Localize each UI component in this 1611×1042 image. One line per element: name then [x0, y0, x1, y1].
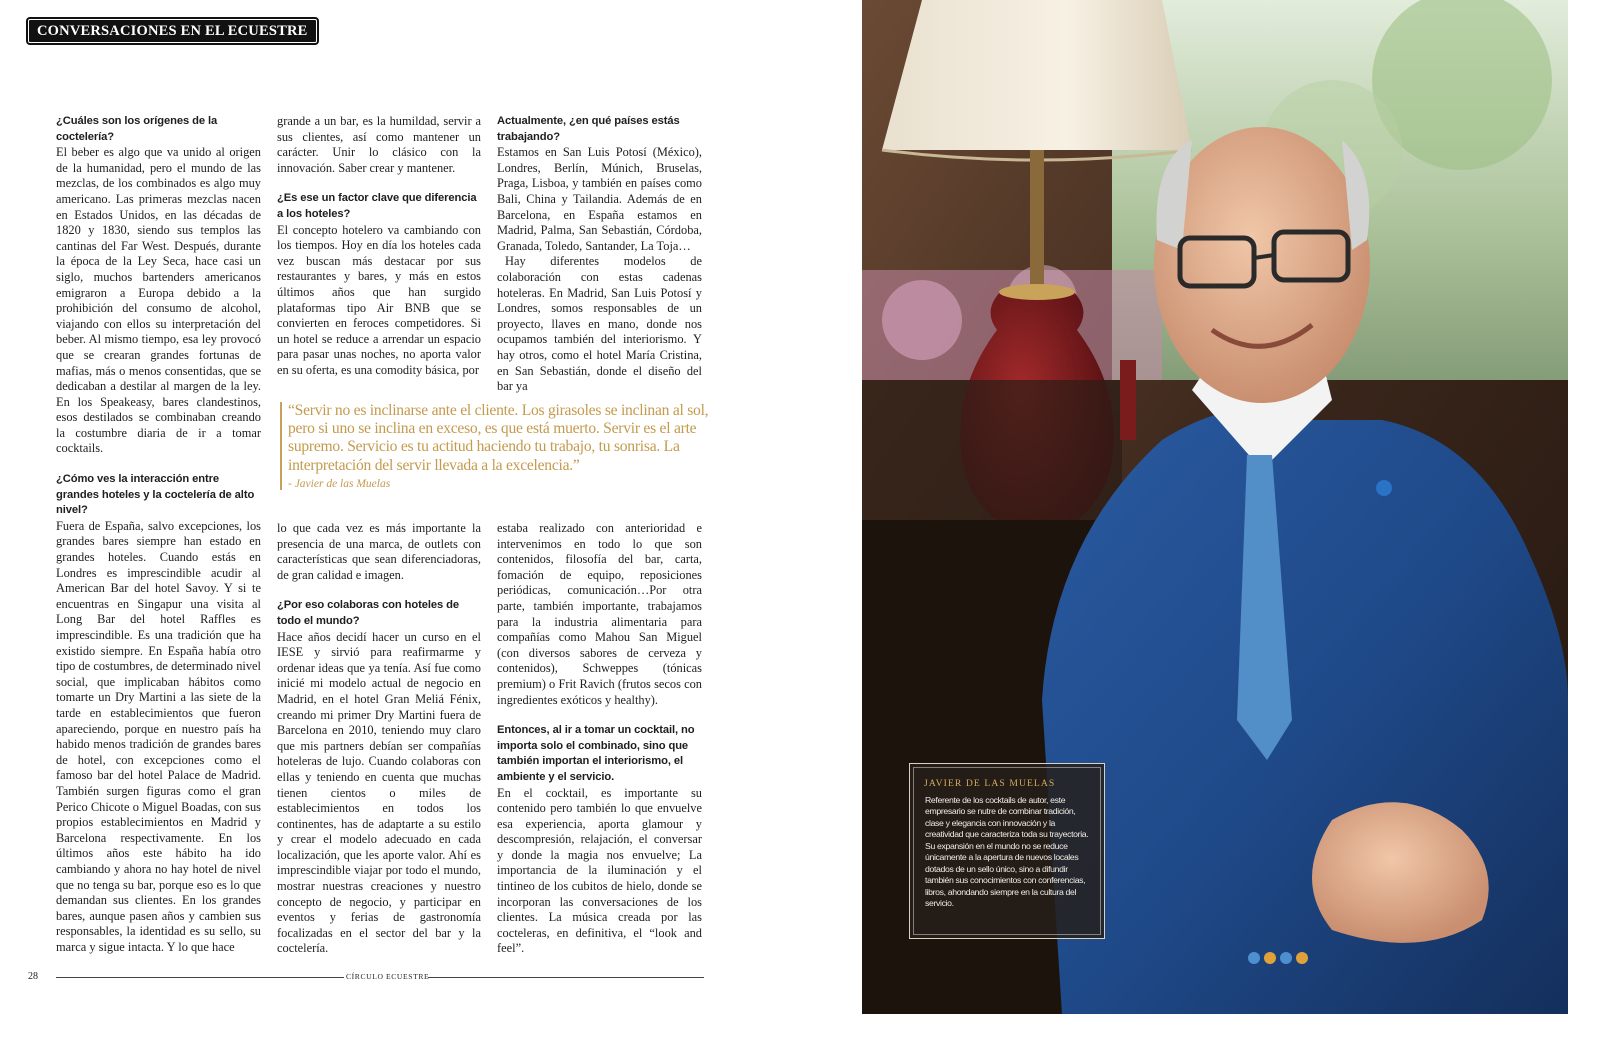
column-3-top	[497, 114, 702, 395]
answer-key-factor: El concepto hotelero va cambiando con los tiempos. Hoy en día los hoteles cada vez buscan más destacar por sus restaurantes y bares, y más en estos últimos años que han surgido plataformas tipo Air BNB que se convierten en feroces competidores. Si un hotel se reduce a arrendar un espacio para pasar unas noches, no aporta valor en su oferta, es una comodity básica, por	[277, 222, 481, 377]
column-2-top	[277, 114, 481, 379]
pull-quote-text: “Servir no es inclinarse ante el cliente. Los girasoles se inclinan al sol, pero si uno se inclina en exceso, es que está muerto. Servir es el arte supremo. Servicio es tu actitud haciendo tu trabajo, tu sonrisa. La interpretación del servir llevada a la excelencia.”	[288, 402, 709, 474]
answer-hotels-interaction: Fuera de España, salvo excepciones, los grandes bares siempre han estado en grandes hoteles. Cuando estás en Londres es imprescindible acudir al American Bar del hotel Savoy. Y si te encuentras en Singapur una visita al Long Bar del hotel Raffles es imprescindible. Es una tradición que ha existido siempre. En España había otro tipo de costumbres, de determinado nivel social, que implicaban hábitos como tomarte un Dry Martini a las siete de la tarde en establecimientos que fueron apareciendo, porque en nuestro país ha habido menos tradición de grandes bares de hotel, con excepciones como el famoso bar del hotel Palace de Madrid. También surgen figuras como el gran Perico Chicote o Miguel Boadas, con sus propios establecimientos en Madrid y Barcelona respectivamente. En los últimos años este hábito ha ido cambiando y ahora no hay hotel de nivel que no tenga su bar, porque eso es lo que demandan sus clientes. En los grandes bares, aunque pasen años y cambien sus responsables, la identidad es su sello, su marca y sigue intacta. Y lo que hace	[56, 518, 261, 954]
footer-rule-right	[428, 977, 704, 978]
question-key-factor: ¿Es ese un factor clave que diferencia a los hoteles?	[277, 192, 477, 220]
caption-box	[909, 763, 1105, 939]
pull-quote	[280, 402, 722, 490]
question-hotels-interaction: ¿Cómo ves la interacción entre grandes hoteles y la coctelería de alto nivel?	[56, 473, 255, 517]
question-collaborations: ¿Por eso colaboras con hoteles de todo el mundo?	[277, 599, 459, 627]
caption-name: JAVIER DE LAS MUELAS	[924, 778, 1056, 789]
answer-experience: En el cocktail, es importante su contenido pero también lo que envuelve esa experiencia, aporta glamour y descompresión, relajación, el conversar y donde la magia nos envuelve; La importancia de la iluminación y el tintineo de los cubitos de hielo, donde se incorporan las conversaciones de los clientes. La música creada por las cocteleras, en definitiva, el “look and feel”.	[497, 785, 702, 956]
column-1	[56, 114, 261, 955]
section-header: CONVERSACIONES EN EL ECUESTRE	[28, 19, 317, 43]
answer-collaboration-models: Hay diferentes modelos de colaboración con estas cadenas hoteleras. En Madrid, San Luis Potosí y Londres, somos responsables de un proyecto, llaves en mano, donde nos ocupamos también del interiorismo. Y hay otros, como el hotel María Cristina, en San Sebastián, donde el diseño del bar ya	[497, 254, 702, 394]
answer-collaborations: Hace años decidí hacer un curso en el IESE y sirvió para reafirmarme y ordenar ideas que ya tenía. Así fue como inicié mi modelo actual de negocio en Madrid, en el hotel Gran Meliá Fénix, creando mi primer Dry Martini fuera de Barcelona en 2010, teniendo muy claro que mis partners debían ser compañías hoteleras de lujo. Cuando colaboras con ellas y teniendo en cuenta que muchas tienen cientos o miles de establecimientos en todos los continentes, has de adaptarte a su estilo y crear el modelo adecuado en cada localización, que les aporte valor. Ahí es imprescindible viajar por todo el mundo, mostrar nuestras creaciones y nuestro concepto de negocio, y participar en eventos y ferias de gastronomía focalizadas en el sector del bar y la coctelería.	[277, 629, 481, 956]
page-footer	[28, 970, 704, 984]
question-experience: Entonces, al ir a tomar un cocktail, no importa solo el combinado, sino que también importan el interiorismo, el ambiente y el servicio.	[497, 724, 695, 783]
page-number: 28	[28, 971, 38, 982]
caption-text: Referente de los cocktails de autor, este empresario se nutre de combinar tradición, clase y elegancia con innovación y la creatividad que caracteriza toda su trayectoria. Su expansión en el mundo no se reduce únicamente a la apertura de nuevos locales dotados de un sello único, sino a difundir también sus conocimientos con conferencias, libros, ahondando siempre en la cultura del servicio.	[925, 795, 1089, 909]
column-2-bottom	[277, 521, 481, 957]
column-3-bottom	[497, 521, 702, 957]
question-countries: Actualmente, ¿en qué países estás trabajando?	[497, 115, 680, 143]
answer-continuation: grande a un bar, es la humildad, servir a sus clientes, así como mantener un carácter. Unir lo clásico con la innovación. Saber crear y mantener.	[277, 114, 481, 175]
magazine-name: CÍRCULO ECUESTRE	[346, 972, 430, 981]
pull-quote-author: - Javier de las Muelas	[288, 477, 391, 490]
answer-continuation-3: estaba realizado con anterioridad e intervenimos en todo lo que son contenidos, filosofía del bar, carta, fomación de equipo, reposiciones periódicas, comunicación…Por otra parte, también importante, trabajamos para la industria alimentaria para compañías como Mahou San Miguel (con diversos sabores de cerveza y contenidos), Schweppes (tónicas premium) o Frit Ravich (frutos secos con ingredientes exóticos y healthy).	[497, 521, 702, 707]
answer-origins: El beber es algo que va unido al origen de la humanidad, pero el mundo de las mezclas, de los combinados es algo muy americano. Las primeras mezclas nacen en Estados Unidos, en las décadas de 1820 y 1830, siendo sus templos las cantinas del Far West. Después, durante la época de la Ley Seca, hace casi un siglo, muchos bartenders americanos emigraron a Europa debido a la prohibición del consumo de alcohol, viajando con ellos su interpretación del beber. Al mismo tiempo, esa ley provocó que se crearan grandes fortunas de mafias, más o menos consentidas, que se dedicaban a destilar al margen de la ley. En los Speakeasy, bares clandestinos, esos destilados se combinaban creando la costumbre diaria de ir a tomar cocktails.	[56, 145, 261, 456]
footer-rule-left	[56, 977, 344, 978]
answer-countries: Estamos en San Luis Potosí (México), Londres, Berlín, Múnich, Bruselas, Praga, Lisboa, y también en países como Bali, China y Tailandia. Además de en Barcelona, en España estamos en Madrid, Palma, San Sebastián, Córdoba, Granada, Toledo, Santander, La Toja…	[497, 145, 702, 253]
answer-continuation-2: lo que cada vez es más importante la presencia de una marca, de outlets con características que sean diferenciadoras, de gran calidad e imagen.	[277, 521, 481, 582]
question-origins: ¿Cuáles son los orígenes de la coctelería?	[56, 115, 218, 143]
